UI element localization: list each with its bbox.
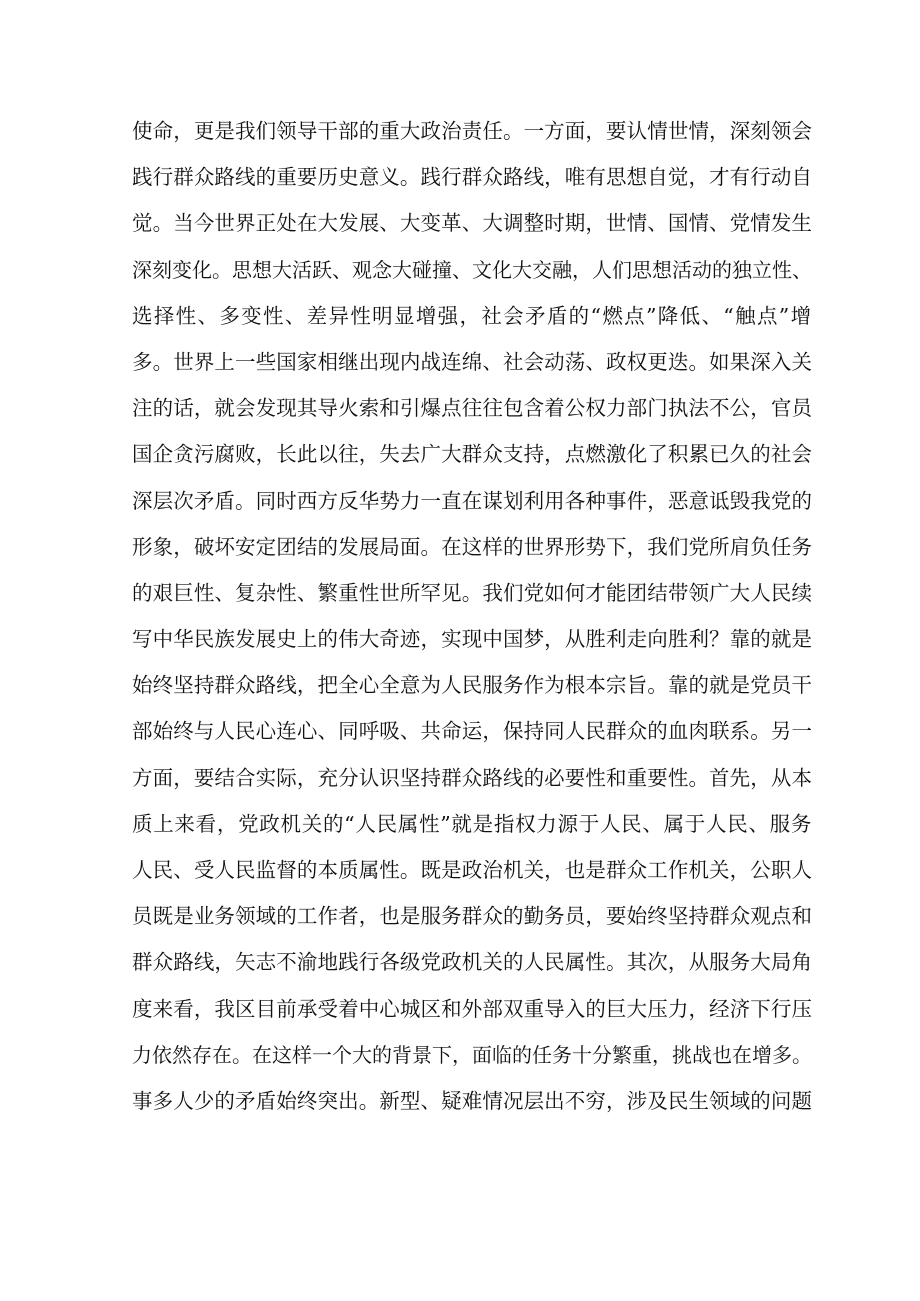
text-line-17: 人民、受人民监督的本质属性。既是政治机关，也是群众工作机关，公职人 [132, 858, 812, 882]
text-line-21: 力依然存在。在这样一个大的背景下，面临的任务十分繁重，挑战也在增多。 [132, 1042, 812, 1067]
text-line-15: 方面，要结合实际，充分认识坚持群众路线的必要性和重要性。首先，从本 [132, 765, 812, 790]
text-line-8: 国企贪污腐败，长此以往，失去广大群众支持，点燃激化了积累已久的社会 [132, 442, 812, 467]
text-line-19: 群众路线，矢志不渝地践行各级党政机关的人民属性。其次，从服务大局角 [132, 950, 812, 975]
text-line-5: 选择性、多变性、差异性明显增强，社会矛盾的“燃点”降低、“触点”增 [132, 303, 812, 328]
text-line-6: 多。世界上一些国家相继出现内战连绵、社会动荡、政权更迭。如果深入关 [132, 349, 812, 374]
text-line-10: 形象，破坏安定团结的发展局面。在这样的世界形势下，我们党所肩负任务 [132, 534, 812, 559]
text-line-20: 度来看，我区目前承受着中心城区和外部双重导入的巨大压力，经济下行压 [132, 996, 812, 1021]
text-line-14: 部始终与人民心连心、同呼吸、共命运，保持同人民群众的血肉联系。另一 [132, 719, 812, 744]
text-line-3: 觉。当今世界正处在大发展、大变革、大调整时期，世情、国情、党情发生 [132, 211, 812, 236]
text-line-12: 写中华民族发展史上的伟大奇迹，实现中国梦，从胜利走向胜利？靠的就是 [132, 627, 812, 652]
text-line-1: 使命，更是我们领导干部的重大政治责任。一方面，要认情世情，深刻领会 [132, 119, 812, 143]
text-line-22: 事多人少的矛盾始终突出。新型、疑难情况层出不穷，涉及民生领域的问题 [132, 1088, 812, 1113]
text-line-16: 质上来看，党政机关的“人民属性”就是指权力源于人民、属于人民、服务 [132, 811, 812, 836]
text-line-9: 深层次矛盾。同时西方反华势力一直在谋划利用各种事件，恶意诋毁我党的 [132, 488, 812, 513]
text-line-13: 始终坚持群众路线，把全心全意为人民服务作为根本宗旨。靠的就是党员干 [132, 673, 812, 698]
text-line-7: 注的话，就会发现其导火索和引爆点往往包含着公权力部门执法不公，官员 [132, 396, 812, 421]
text-line-2: 践行群众路线的重要历史意义。践行群众路线，唯有思想自觉，才有行动自 [132, 165, 812, 190]
body-text [132, 108, 812, 1124]
text-line-18: 员既是业务领域的工作者，也是服务群众的勤务员，要始终坚持群众观点和 [132, 904, 812, 929]
text-line-4: 深刻变化。思想大活跃、观念大碰撞、文化大交融，人们思想活动的独立性、 [132, 257, 812, 282]
text-line-11: 的艰巨性、复杂性、繁重性世所罕见。我们党如何才能团结带领广大人民续 [132, 580, 812, 605]
